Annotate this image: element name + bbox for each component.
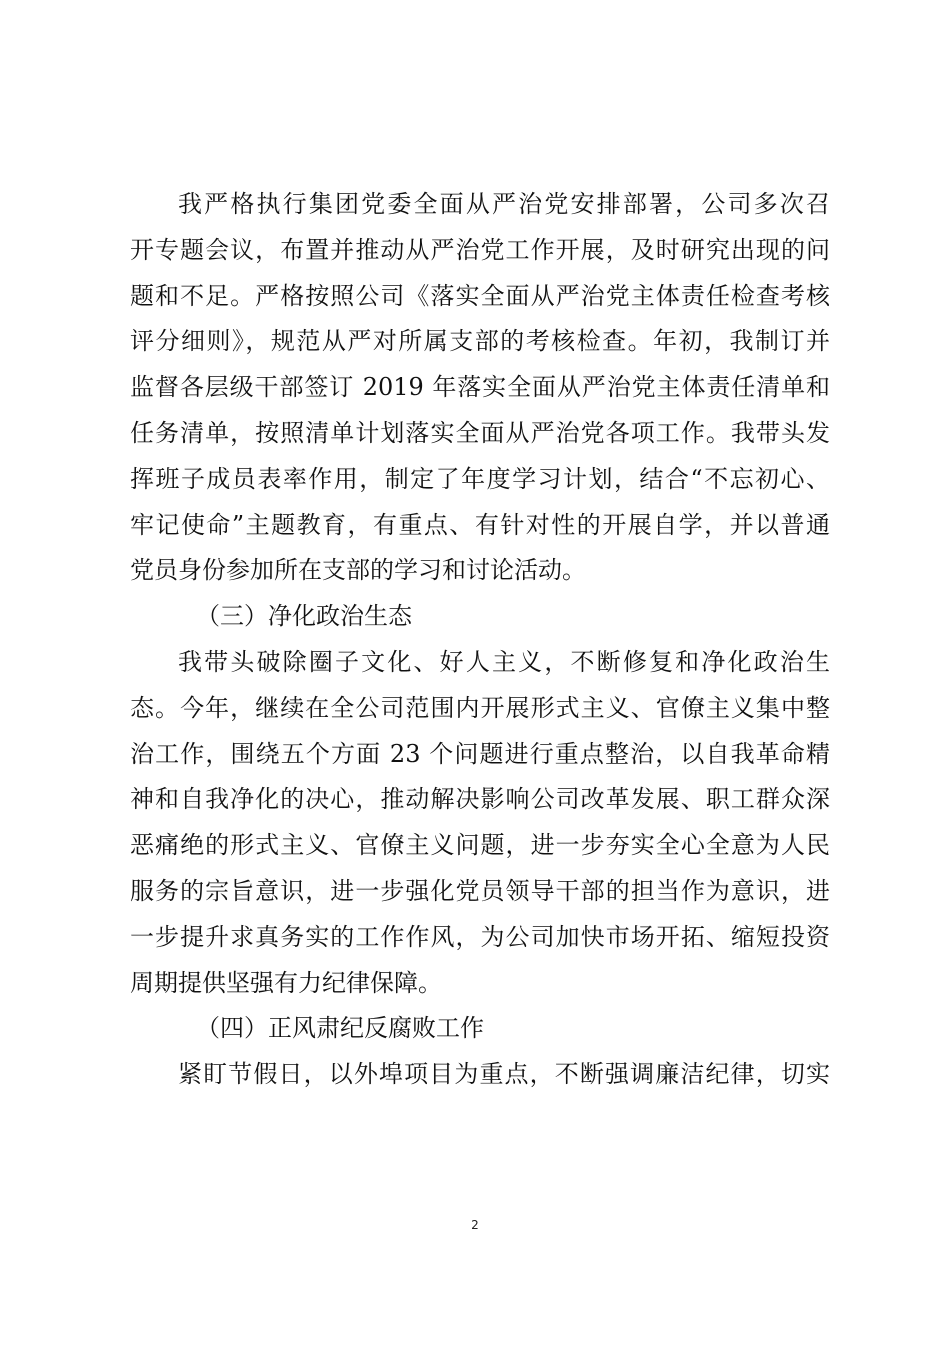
paragraph-line: 开专题会议，布置并推动从严治党工作开展，及时研究出现的问 — [130, 235, 830, 264]
paragraph-line: 我带头破除圈子文化、好人主义，不断修复和净化政治生 — [178, 647, 830, 676]
paragraph-line: 周期提供坚强有力纪律保障。 — [130, 968, 442, 997]
paragraph-line: 服务的宗旨意识，进一步强化党员领导干部的担当作为意识，进 — [130, 876, 830, 905]
paragraph-line: 紧盯节假日，以外埠项目为重点，不断强调廉洁纪律，切实 — [178, 1060, 830, 1089]
paragraph-line: 挥班子成员表率作用，制定了年度学习计划，结合“不忘初心、 — [130, 464, 830, 493]
paragraph-line: 评分细则》，规范从严对所属支部的考核检查。年初，我制订并 — [130, 327, 830, 356]
paragraph-line: 党员身份参加所在支部的学习和讨论活动。 — [130, 556, 586, 585]
paragraph-line: 态。今年，继续在全公司范围内开展形式主义、官僚主义集中整 — [130, 693, 830, 722]
page-number: 2 — [471, 1218, 479, 1232]
paragraph-line: 任务清单，按照清单计划落实全面从严治党各项工作。我带头发 — [130, 418, 830, 447]
paragraph-line: 我严格执行集团党委全面从严治党安排部署，公司多次召 — [178, 190, 830, 218]
paragraph-line: 一步提升求真务实的工作作风，为公司加快市场开拓、缩短投资 — [130, 922, 830, 951]
paragraph-line: 治工作，围绕五个方面 23 个问题进行重点整治，以自我革命精 — [130, 739, 830, 768]
document-body — [130, 182, 830, 1098]
paragraph-line: 牢记使命”主题教育，有重点、有针对性的开展自学，并以普通 — [130, 510, 830, 539]
section-heading-4: （四）正风肃纪反腐败工作 — [196, 1014, 484, 1043]
paragraph-line: 神和自我净化的决心，推动解决影响公司改革发展、职工群众深 — [130, 785, 830, 814]
paragraph-line: 题和不足。严格按照公司《落实全面从严治党主体责任检查考核 — [130, 281, 830, 310]
paragraph-line: 监督各层级干部签订 2019 年落实全面从严治党主体责任清单和 — [130, 373, 830, 402]
section-heading-3: （三）净化政治生态 — [196, 602, 412, 631]
paragraph-line: 恶痛绝的形式主义、官僚主义问题，进一步夯实全心全意为人民 — [130, 831, 830, 860]
